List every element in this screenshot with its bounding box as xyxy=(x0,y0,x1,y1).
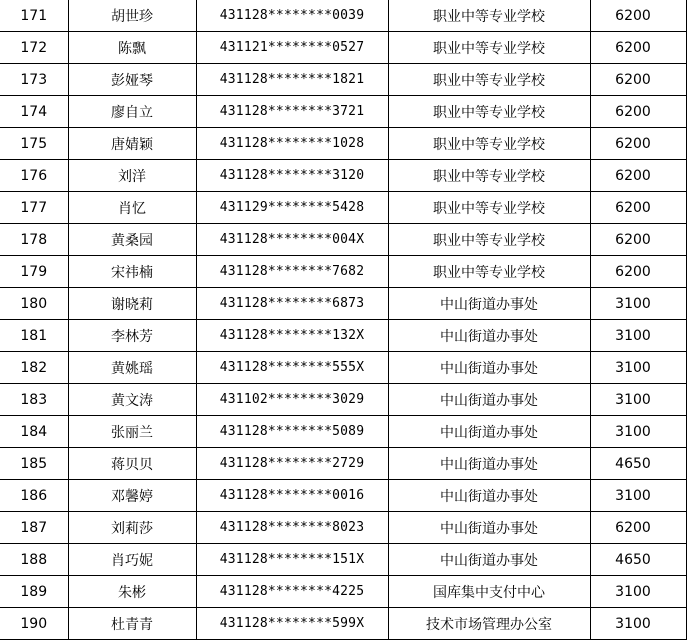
row-index-cell[interactable]: 178 xyxy=(0,224,68,256)
table-row xyxy=(0,576,686,608)
row-index-cell[interactable]: 185 xyxy=(0,448,68,480)
table-row xyxy=(0,256,686,288)
unit-cell[interactable]: 职业中等专业学校 xyxy=(388,64,590,96)
table-row xyxy=(0,320,686,352)
row-index-cell[interactable]: 189 xyxy=(0,576,68,608)
amount-cell[interactable]: 3100 xyxy=(590,384,686,416)
row-index-cell[interactable]: 186 xyxy=(0,480,68,512)
table-row xyxy=(0,448,686,480)
id-number-cell[interactable]: 431128********151X xyxy=(196,544,388,576)
name-cell[interactable]: 陈飘 xyxy=(68,32,196,64)
name-cell[interactable]: 张丽兰 xyxy=(68,416,196,448)
id-number-cell[interactable]: 431128********2729 xyxy=(196,448,388,480)
row-index-cell[interactable]: 172 xyxy=(0,32,68,64)
unit-cell[interactable]: 职业中等专业学校 xyxy=(388,256,590,288)
table-row xyxy=(0,480,686,512)
id-number-cell[interactable]: 431129********5428 xyxy=(196,192,388,224)
unit-cell[interactable]: 中山街道办事处 xyxy=(388,416,590,448)
id-number-cell[interactable]: 431128********599X xyxy=(196,608,388,640)
amount-cell[interactable]: 6200 xyxy=(590,128,686,160)
row-index-cell[interactable]: 190 xyxy=(0,608,68,640)
name-cell[interactable]: 黄文涛 xyxy=(68,384,196,416)
amount-cell[interactable]: 6200 xyxy=(590,160,686,192)
table-row xyxy=(0,608,686,640)
table-row xyxy=(0,384,686,416)
row-index-cell[interactable]: 182 xyxy=(0,352,68,384)
table-row xyxy=(0,416,686,448)
row-index-cell[interactable]: 177 xyxy=(0,192,68,224)
unit-cell[interactable]: 职业中等专业学校 xyxy=(388,96,590,128)
row-index-cell[interactable]: 188 xyxy=(0,544,68,576)
id-number-cell[interactable]: 431128********1821 xyxy=(196,64,388,96)
table-row xyxy=(0,128,686,160)
unit-cell[interactable]: 技术市场管理办公室 xyxy=(388,608,590,640)
table-row xyxy=(0,352,686,384)
name-cell[interactable]: 黄姚瑶 xyxy=(68,352,196,384)
name-cell[interactable]: 宋祎楠 xyxy=(68,256,196,288)
row-index-cell[interactable]: 176 xyxy=(0,160,68,192)
table-row xyxy=(0,64,686,96)
name-cell[interactable]: 肖忆 xyxy=(68,192,196,224)
unit-cell[interactable]: 职业中等专业学校 xyxy=(388,32,590,64)
name-cell[interactable]: 唐婧颖 xyxy=(68,128,196,160)
amount-cell[interactable]: 6200 xyxy=(590,512,686,544)
amount-cell[interactable]: 3100 xyxy=(590,320,686,352)
amount-cell[interactable]: 4650 xyxy=(590,448,686,480)
table-row xyxy=(0,544,686,576)
id-number-cell[interactable]: 431128********8023 xyxy=(196,512,388,544)
amount-cell[interactable]: 6200 xyxy=(590,224,686,256)
id-number-cell[interactable]: 431102********3029 xyxy=(196,384,388,416)
unit-cell[interactable]: 中山街道办事处 xyxy=(388,384,590,416)
table-row xyxy=(0,192,686,224)
row-index-cell[interactable]: 175 xyxy=(0,128,68,160)
amount-cell[interactable]: 3100 xyxy=(590,480,686,512)
unit-cell[interactable]: 中山街道办事处 xyxy=(388,480,590,512)
row-index-cell[interactable]: 184 xyxy=(0,416,68,448)
row-index-cell[interactable]: 180 xyxy=(0,288,68,320)
id-number-cell[interactable]: 431128********4225 xyxy=(196,576,388,608)
name-cell[interactable]: 蒋贝贝 xyxy=(68,448,196,480)
table-row xyxy=(0,0,686,32)
id-number-cell[interactable]: 431128********0016 xyxy=(196,480,388,512)
name-cell[interactable]: 朱彬 xyxy=(68,576,196,608)
unit-cell[interactable]: 国库集中支付中心 xyxy=(388,576,590,608)
row-index-cell[interactable]: 174 xyxy=(0,96,68,128)
amount-cell[interactable]: 3100 xyxy=(590,576,686,608)
unit-cell[interactable]: 中山街道办事处 xyxy=(388,448,590,480)
unit-cell[interactable]: 中山街道办事处 xyxy=(388,288,590,320)
id-number-cell[interactable]: 431128********7682 xyxy=(196,256,388,288)
name-cell[interactable]: 谢晓莉 xyxy=(68,288,196,320)
id-number-cell[interactable]: 431121********0527 xyxy=(196,32,388,64)
unit-cell[interactable]: 职业中等专业学校 xyxy=(388,224,590,256)
table-row xyxy=(0,96,686,128)
id-number-cell[interactable]: 431128********6873 xyxy=(196,288,388,320)
unit-cell[interactable]: 职业中等专业学校 xyxy=(388,192,590,224)
id-number-cell[interactable]: 431128********132X xyxy=(196,320,388,352)
amount-cell[interactable]: 3100 xyxy=(590,416,686,448)
id-number-cell[interactable]: 431128********555X xyxy=(196,352,388,384)
name-cell[interactable]: 刘莉莎 xyxy=(68,512,196,544)
id-number-cell[interactable]: 431128********3120 xyxy=(196,160,388,192)
name-cell[interactable]: 胡世珍 xyxy=(68,0,196,32)
name-cell[interactable]: 邓馨婷 xyxy=(68,480,196,512)
id-number-cell[interactable]: 431128********5089 xyxy=(196,416,388,448)
id-number-cell[interactable]: 431128********3721 xyxy=(196,96,388,128)
id-number-cell[interactable]: 431128********004X xyxy=(196,224,388,256)
name-cell[interactable]: 廖自立 xyxy=(68,96,196,128)
name-cell[interactable]: 杜青青 xyxy=(68,608,196,640)
amount-cell[interactable]: 4650 xyxy=(590,544,686,576)
row-index-cell[interactable]: 171 xyxy=(0,0,68,32)
amount-cell[interactable]: 6200 xyxy=(590,0,686,32)
row-index-cell[interactable]: 179 xyxy=(0,256,68,288)
id-number-cell[interactable]: 431128********1028 xyxy=(196,128,388,160)
table-row xyxy=(0,32,686,64)
table-row xyxy=(0,224,686,256)
table-row xyxy=(0,160,686,192)
unit-cell[interactable]: 职业中等专业学校 xyxy=(388,160,590,192)
unit-cell[interactable]: 职业中等专业学校 xyxy=(388,0,590,32)
table-row xyxy=(0,288,686,320)
amount-cell[interactable]: 6200 xyxy=(590,192,686,224)
table-row xyxy=(0,512,686,544)
name-cell[interactable]: 刘洋 xyxy=(68,160,196,192)
row-index-cell[interactable]: 183 xyxy=(0,384,68,416)
unit-cell[interactable]: 中山街道办事处 xyxy=(388,320,590,352)
amount-cell[interactable]: 3100 xyxy=(590,288,686,320)
amount-cell[interactable]: 3100 xyxy=(590,352,686,384)
row-index-cell[interactable]: 187 xyxy=(0,512,68,544)
name-cell[interactable]: 李林芳 xyxy=(68,320,196,352)
unit-cell[interactable]: 中山街道办事处 xyxy=(388,544,590,576)
name-cell[interactable]: 彭娅琴 xyxy=(68,64,196,96)
row-index-cell[interactable]: 173 xyxy=(0,64,68,96)
amount-cell[interactable]: 3100 xyxy=(590,608,686,640)
name-cell[interactable]: 肖巧妮 xyxy=(68,544,196,576)
id-number-cell[interactable]: 431128********0039 xyxy=(196,0,388,32)
amount-cell[interactable]: 6200 xyxy=(590,96,686,128)
unit-cell[interactable]: 职业中等专业学校 xyxy=(388,128,590,160)
amount-cell[interactable]: 6200 xyxy=(590,256,686,288)
row-index-cell[interactable]: 181 xyxy=(0,320,68,352)
unit-cell[interactable]: 中山街道办事处 xyxy=(388,512,590,544)
unit-cell[interactable]: 中山街道办事处 xyxy=(388,352,590,384)
amount-cell[interactable]: 6200 xyxy=(590,32,686,64)
amount-cell[interactable]: 6200 xyxy=(590,64,686,96)
name-cell[interactable]: 黄桑园 xyxy=(68,224,196,256)
